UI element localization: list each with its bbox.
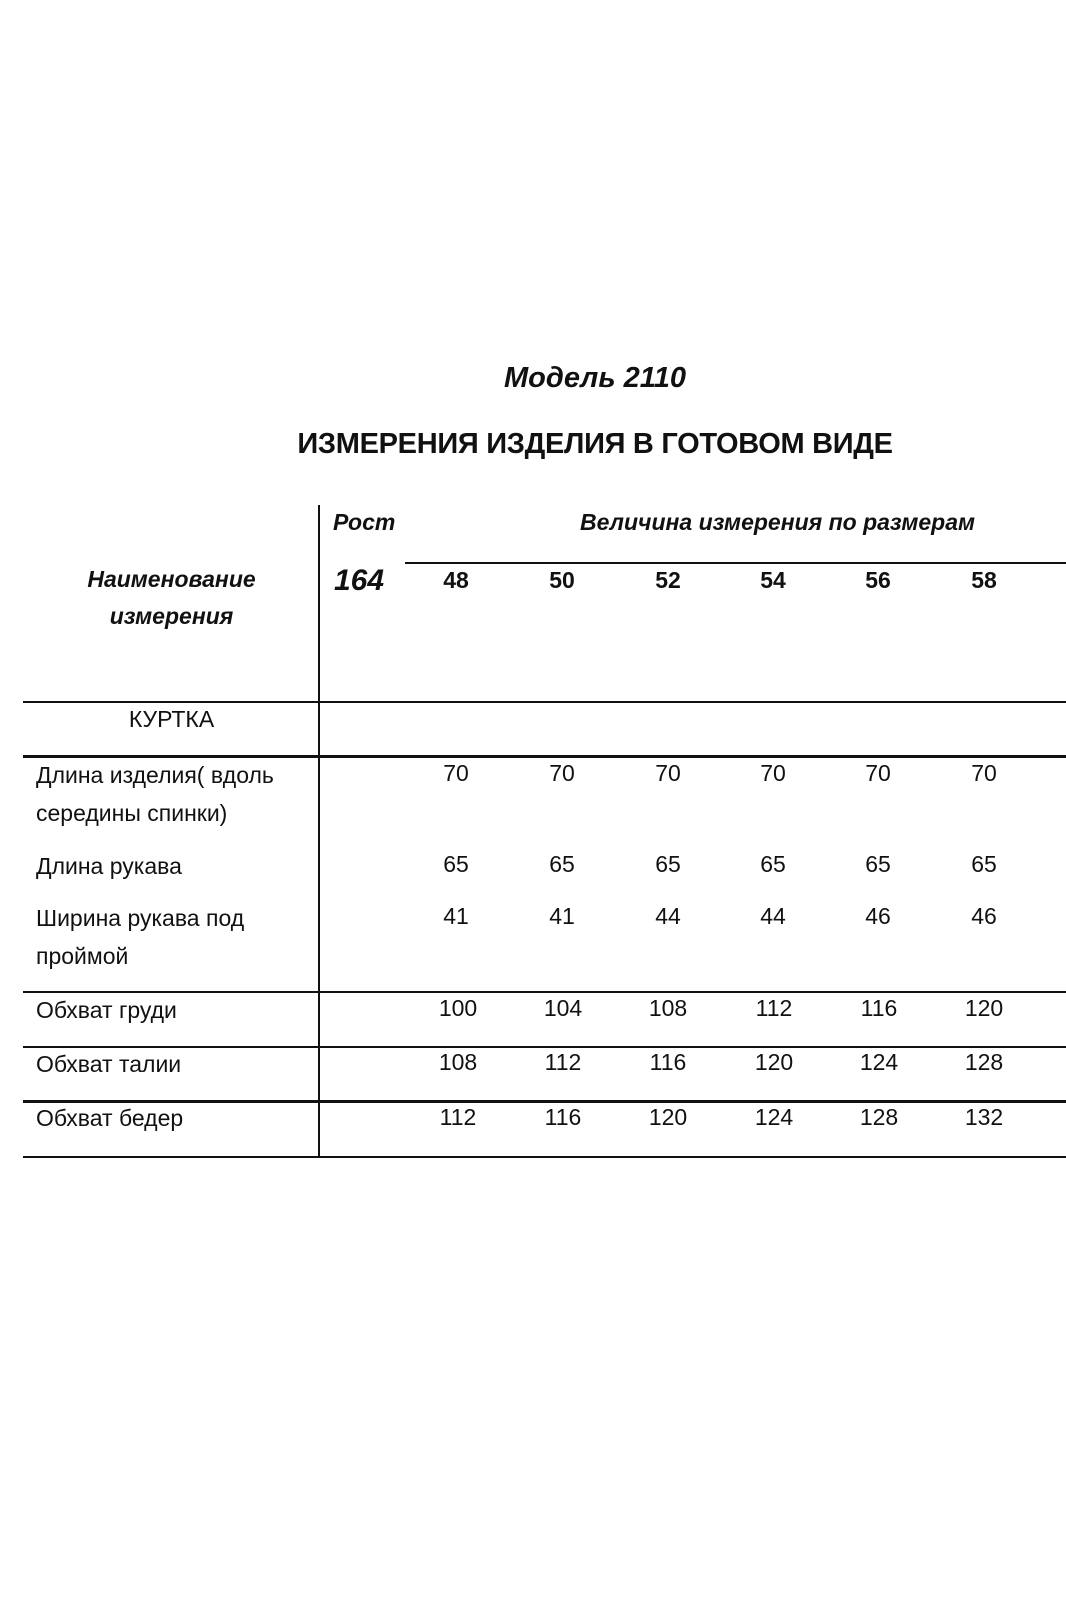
cell-value: 132 bbox=[964, 1104, 1004, 1130]
size-header: 50 bbox=[549, 567, 575, 593]
row-label: Ширина рукава под проймой bbox=[36, 905, 245, 969]
cell-value: 46 bbox=[971, 903, 997, 929]
cell-value: 120 bbox=[648, 1104, 688, 1130]
cell-value: 112 bbox=[755, 995, 793, 1021]
size-header: 58 bbox=[971, 567, 997, 593]
cell-value: 128 bbox=[964, 1049, 1004, 1075]
cell-value: 112 bbox=[439, 1104, 477, 1130]
cell-value: 116 bbox=[649, 1049, 687, 1075]
cell-value: 70 bbox=[655, 760, 681, 786]
cell-value: 44 bbox=[655, 903, 681, 929]
cell-value: 65 bbox=[865, 851, 891, 877]
model-title: Модель 2110 bbox=[504, 362, 686, 394]
cell-value: 120 bbox=[964, 995, 1004, 1021]
height-header: Рост bbox=[333, 509, 396, 535]
cell-value: 112 bbox=[544, 1049, 582, 1075]
cell-value: 128 bbox=[859, 1104, 899, 1130]
table-bottom-line bbox=[23, 1156, 1066, 1158]
size-header: 48 bbox=[443, 567, 469, 593]
cell-value: 46 bbox=[865, 903, 891, 929]
cell-value: 70 bbox=[760, 760, 786, 786]
cell-value: 70 bbox=[443, 760, 469, 786]
row-label: Обхват талии bbox=[36, 1051, 182, 1077]
section-label: КУРТКА bbox=[128, 706, 215, 732]
cell-value: 65 bbox=[971, 851, 997, 877]
cell-value: 65 bbox=[655, 851, 681, 877]
cell-value: 70 bbox=[971, 760, 997, 786]
size-header: 52 bbox=[655, 567, 681, 593]
size-header: 54 bbox=[760, 567, 786, 593]
cell-value: 70 bbox=[865, 760, 891, 786]
cell-value: 124 bbox=[859, 1049, 899, 1075]
row-label: Длина изделия( вдоль середины спинки) bbox=[36, 762, 274, 826]
cell-value: 124 bbox=[754, 1104, 794, 1130]
cell-value: 116 bbox=[544, 1104, 582, 1130]
cell-value: 108 bbox=[648, 995, 688, 1021]
cell-value: 44 bbox=[760, 903, 786, 929]
cell-value: 41 bbox=[549, 903, 575, 929]
cell-value: 100 bbox=[438, 995, 478, 1021]
header-bottom-line bbox=[23, 701, 1066, 703]
cell-value: 116 bbox=[860, 995, 898, 1021]
height-value: 164 bbox=[334, 564, 385, 597]
cell-value: 120 bbox=[754, 1049, 794, 1075]
row-label: Обхват груди bbox=[36, 997, 177, 1023]
measurement-name-header: Наименование измерения bbox=[87, 566, 256, 629]
row-label: Обхват бедер bbox=[36, 1105, 184, 1131]
cell-value: 65 bbox=[443, 851, 469, 877]
cell-value: 65 bbox=[760, 851, 786, 877]
page-title: ИЗМЕРЕНИЯ ИЗДЕЛИЯ В ГОТОВОМ ВИДЕ bbox=[297, 428, 893, 460]
cell-value: 41 bbox=[443, 903, 469, 929]
sizes-header: Величина измерения по размерам bbox=[580, 509, 975, 535]
sizes-header-underline bbox=[405, 562, 1066, 564]
cell-value: 108 bbox=[438, 1049, 478, 1075]
row-label: Длина рукава bbox=[36, 853, 182, 879]
cell-value: 65 bbox=[549, 851, 575, 877]
cell-value: 104 bbox=[543, 995, 583, 1021]
cell-value: 70 bbox=[549, 760, 575, 786]
size-header: 56 bbox=[865, 567, 891, 593]
